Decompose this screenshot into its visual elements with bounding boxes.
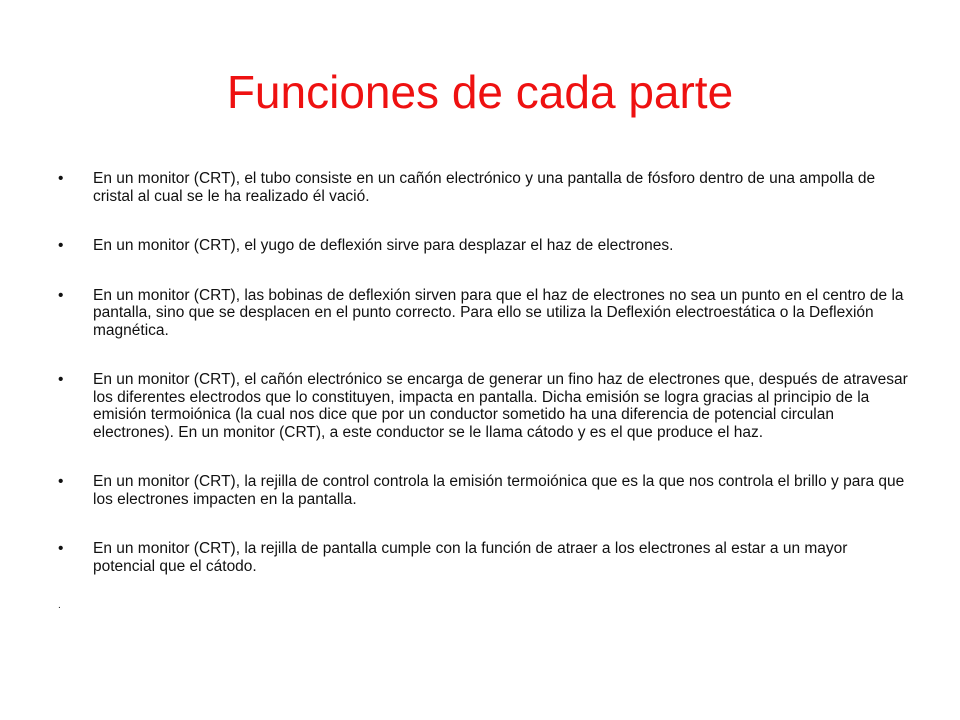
bullet-icon: •: [58, 540, 64, 557]
bullet-item: [58, 371, 910, 441]
bullet-text: En un monitor (CRT), la rejilla de pantalla cumple con la función de atraer a los electrones al estar a un mayor potencial que el cátodo.: [93, 540, 848, 575]
bullet-icon: •: [58, 170, 64, 187]
trailing-mark: .: [58, 600, 61, 611]
bullet-text: En un monitor (CRT), las bobinas de deflexión sirven para que el haz de electrones no sea un punto en el centro de la pantalla, sino que se desplacen en el punto correcto. Para ello se utiliza la Deflexión electroestática o la Deflexión magnética.: [93, 286, 904, 339]
bullet-icon: •: [58, 286, 64, 304]
bullet-text: En un monitor (CRT), la rejilla de control controla la emisión termoiónica que es la que nos controla el brillo y para que los electrones impacten en la pantalla.: [93, 473, 905, 508]
bullet-item: [58, 473, 910, 508]
bullet-item: [58, 170, 910, 205]
bullet-icon: •: [58, 473, 64, 490]
bullet-item: [58, 540, 910, 575]
bullet-text: En un monitor (CRT), el cañón electrónico se encarga de generar un fino haz de electrones que, después de atravesar los diferentes electrodos que lo constituyen, impacta en pantalla. Dicha emisión se logra gracias al principio de la emisión termoiónica (la cual nos dice que por un conductor sometido ha una diferencia de potencial circulan electrones). En un monitor (CRT), a este conductor se le llama cátodo y es el que produce el haz.: [93, 371, 908, 441]
bullet-text: En un monitor (CRT), el tubo consiste en un cañón electrónico y una pantalla de fósforo dentro de una ampolla de cristal al cual se le ha realizado él vació.: [93, 170, 876, 205]
slide-title: Funciones de cada parte: [226, 66, 734, 118]
bullet-icon: •: [58, 237, 64, 254]
bullet-icon: •: [58, 371, 64, 388]
bullet-item: [58, 287, 910, 340]
bullet-text: En un monitor (CRT), el yugo de deflexión sirve para desplazar el haz de electrones.: [93, 237, 674, 254]
bullet-item: [58, 237, 910, 255]
bullet-list: [58, 170, 910, 611]
